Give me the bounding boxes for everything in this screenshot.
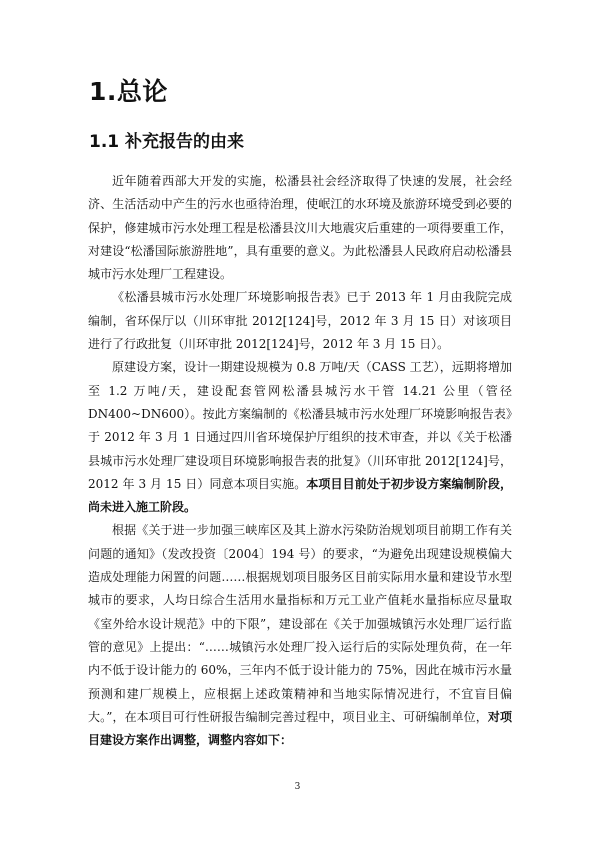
paragraph-bold-text: 对项目建设方案作出调整，调整内容如下： xyxy=(88,709,512,748)
section-heading: 1.1 补充报告的由来 xyxy=(89,132,245,152)
paragraph-original-plan xyxy=(88,356,512,519)
paragraph-text: 《松潘县城市污水处理厂环境影响报告表》已于 2013 年 1 月由我院完成编制，省环保厅以（川环审批 2012[124]号，2012 年 3 月 15 日）对该项目进行了行政批复（川环审批 2012[124]号，2012 年 3 月 15 日）。 xyxy=(88,290,512,352)
chapter-heading: 1.总论 xyxy=(89,77,168,106)
page-number: 3 xyxy=(294,782,301,792)
paragraph-bold-text: 本项目目前处于初步设方案编制阶段，尚未进入施工阶段。 xyxy=(88,476,512,515)
paragraph-text: 近年随着西部大开发的实施，松潘县社会经济取得了快速的发展，社会经济、生活活动中产生的污水也亟待治理，使岷江的水环境及旅游环境受到必要的保护，修建城市污水处理工程是松潘县汶川大地震灾后重建的一项得要重工作，对建设“松潘国际旅游胜地”，具有重要的意义。为此松潘县人民政府启动松潘县城市污水处理厂工程建设。 xyxy=(88,174,512,282)
paragraph-adjustment xyxy=(88,519,512,752)
paragraph-text: 原建设方案，设计一期建设规模为 0.8 万吨/天（CASS 工艺），远期将增加至 1.2 万吨/天，建设配套管网松潘县城污水干管 14.21 公里（管径 DN400~DN600）。按此方案编制的《松潘县城市污水处理厂环境影响报告表》于 2012 年 3 月 1 日通过四川省环境保护厅组织的技术审查，并以《关于松潘县城市污水处理厂建设项目环境影响报告表的批复》（川环审批 2012[124]号，2012 年 3 月 15 日）同意本项目实施。 xyxy=(88,360,512,491)
body-text xyxy=(88,170,512,752)
paragraph-background xyxy=(88,170,512,286)
paragraph-text: 根据《关于进一步加强三峡库区及其上游水污染防治规划项目前期工作有关问题的通知》（发改投资〔2004〕194 号）的要求，“为避免出现建设规模偏大造成处理能力闲置的问题……根据规划项目服务区目前实际用水量和建设节水型城市的要求，人均日综合生活用水量指标和万元工业产值耗水量指标应尽量取《室外给水设计规范》中的下限”，建设部在《关于加强城镇污水处理厂运行监管的意见》上提出：“……城镇污水处理厂投入运行后的实际处理负荷，在一年内不低于设计能力的 60%，三年内不低于设计能力的 75%，因此在城市污水量预测和建厂规模上，应根据上述政策精神和当地实际情况进行，不宜盲目偏大。”，在本项目可行性研报告编制完善过程中，项目业主、可研编制单位， xyxy=(88,523,512,724)
paragraph-eia-report xyxy=(88,286,512,356)
